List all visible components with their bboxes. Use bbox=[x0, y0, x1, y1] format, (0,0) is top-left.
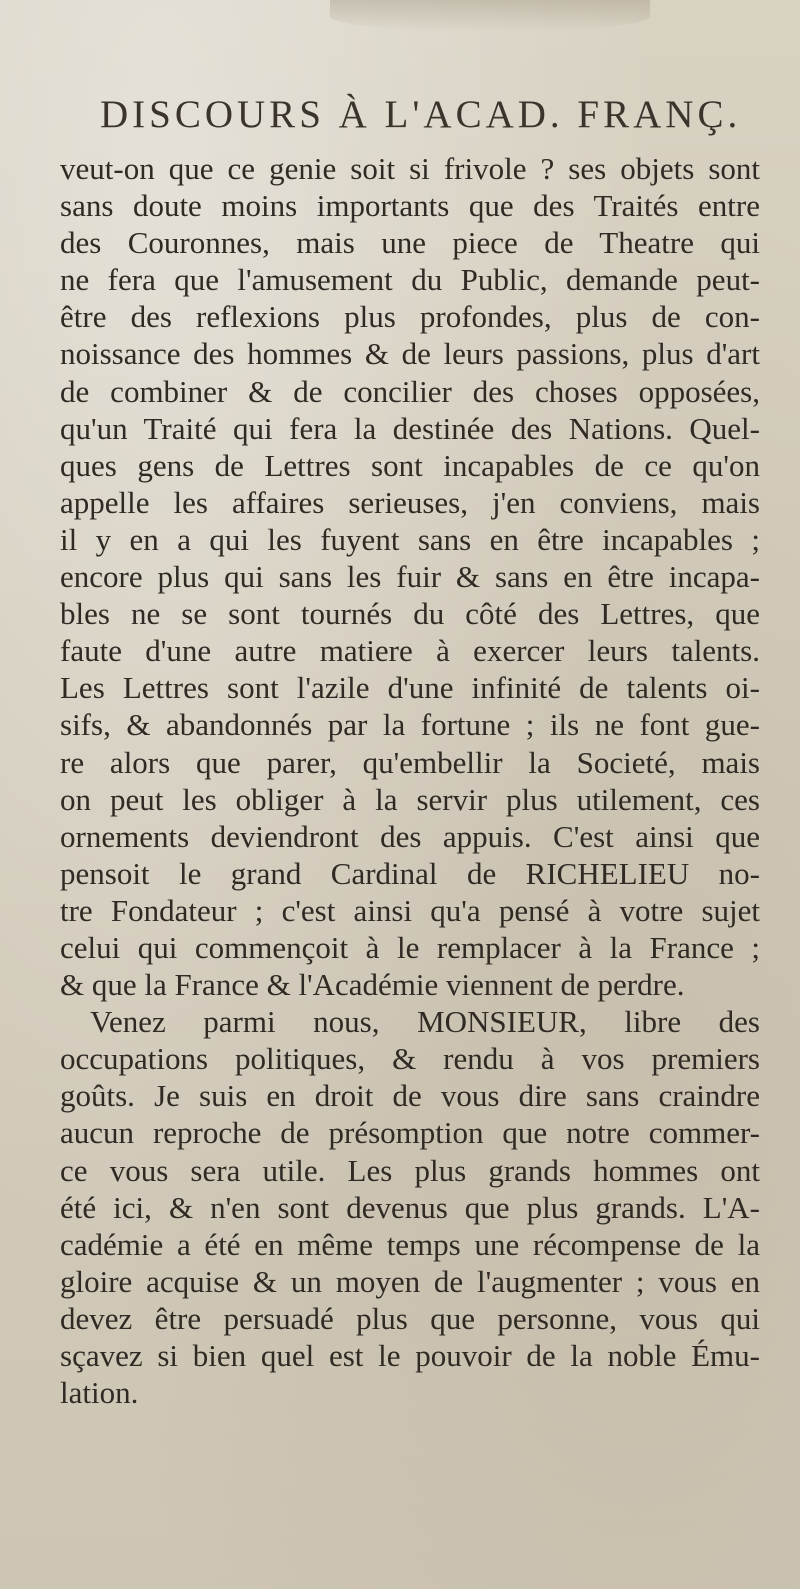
text-line: être des reflexions plus profondes, plus de con- bbox=[60, 299, 760, 335]
text-line: & que la France & l'Académie viennent de perdre. bbox=[60, 967, 685, 1003]
text-line: encore plus qui sans les fuir & sans en être incapa- bbox=[60, 559, 760, 595]
text-line: occupations politiques, & rendu à vos premiers bbox=[60, 1041, 760, 1077]
text-line: de combiner & de concilier des choses opposées, bbox=[60, 373, 760, 409]
text-line: ornements deviendront des appuis. C'est ainsi que bbox=[60, 818, 760, 854]
text-line: été ici, & n'en sont devenus que plus grands. L'A- bbox=[60, 1189, 760, 1225]
text-line: cadémie a été en même temps une récompense de la bbox=[60, 1226, 760, 1262]
text-line: tre Fondateur ; c'est ainsi qu'a pensé à votre sujet bbox=[60, 892, 760, 928]
page-edge-damage bbox=[330, 0, 650, 32]
text-line: sans doute moins importants que des Traités entre bbox=[60, 188, 760, 224]
body-text bbox=[60, 150, 760, 1411]
text-line: il y en a qui les fuyent sans en être incapables ; bbox=[60, 521, 760, 557]
text-line: celui qui commençoit à le remplacer à la France ; bbox=[60, 929, 760, 965]
text-line: ce vous sera utile. Les plus grands hommes ont bbox=[60, 1152, 760, 1188]
text-line: devez être persuadé plus que personne, vous qui bbox=[60, 1300, 760, 1336]
text-line: Les Lettres sont l'azile d'une infinité de talents oi- bbox=[60, 670, 760, 706]
text-line: Venez parmi nous, MONSIEUR, libre des bbox=[90, 1004, 760, 1040]
text-line: on peut les obliger à la servir plus utilement, ces bbox=[60, 781, 760, 817]
text-line: des Couronnes, mais une piece de Theatre qui bbox=[60, 225, 760, 261]
text-line: ne fera que l'amusement du Public, demande peut- bbox=[60, 262, 760, 298]
text-line: goûts. Je suis en droit de vous dire sans craindre bbox=[60, 1078, 760, 1114]
text-line: aucun reproche de présomption que notre commer- bbox=[60, 1115, 760, 1151]
text-line: qu'un Traité qui fera la destinée des Nations. Quel- bbox=[60, 410, 760, 446]
text-line: ques gens de Lettres sont incapables de ce qu'on bbox=[60, 447, 760, 483]
text-line: lation. bbox=[60, 1375, 139, 1411]
running-head: DISCOURS À L'ACAD. FRANÇ. bbox=[100, 93, 742, 136]
text-line: faute d'une autre matiere à exercer leurs talents. bbox=[60, 633, 760, 669]
text-line: gloire acquise & un moyen de l'augmenter ; vous en bbox=[60, 1263, 760, 1299]
text-line: bles ne se sont tournés du côté des Lettres, que bbox=[60, 596, 760, 632]
text-line: noissance des hommes & de leurs passions, plus d'art bbox=[60, 336, 760, 372]
text-line: pensoit le grand Cardinal de RICHELIEU no- bbox=[60, 855, 760, 891]
text-line: veut-on que ce genie soit si frivole ? ses objets sont bbox=[60, 151, 760, 186]
text-line: sifs, & abandonnés par la fortune ; ils ne font gue- bbox=[60, 707, 760, 743]
text-line: appelle les affaires serieuses, j'en conviens, mais bbox=[60, 484, 760, 520]
text-line: re alors que parer, qu'embellir la Societé, mais bbox=[60, 744, 760, 780]
text-line: sçavez si bien quel est le pouvoir de la noble Ému- bbox=[60, 1338, 760, 1373]
